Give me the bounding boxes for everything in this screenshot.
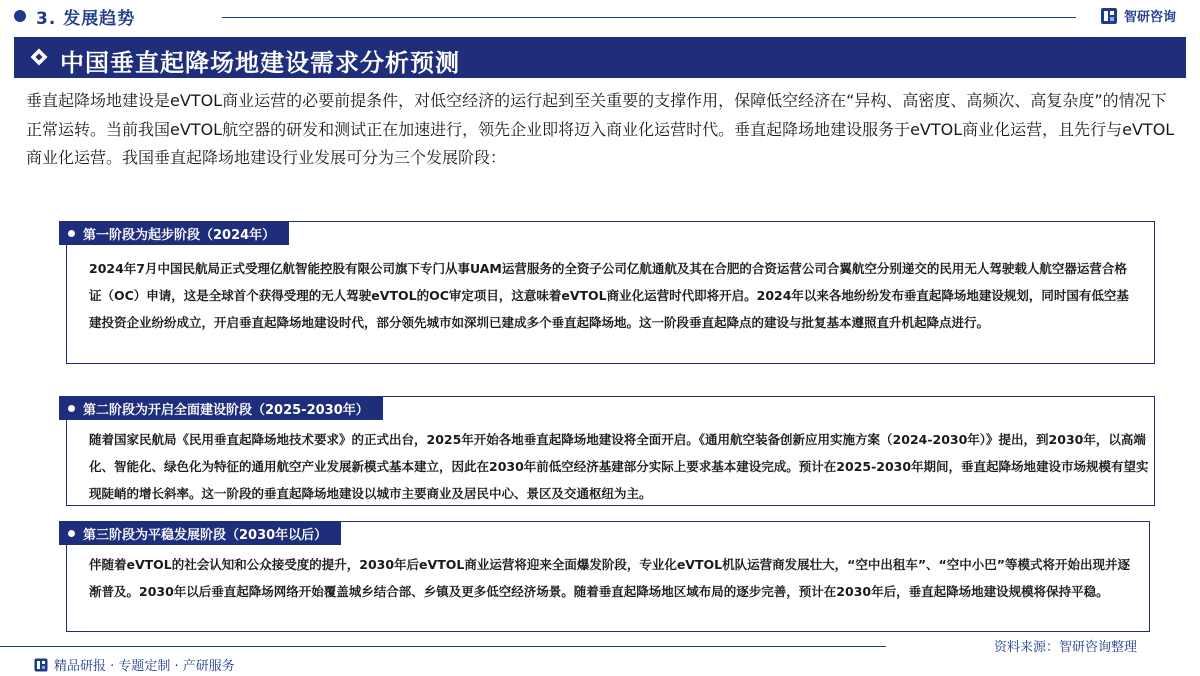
intro-paragraph: 垂直起降场地建设是eVTOL商业运营的必要前提条件，对低空经济的运行起到至关重要的支撑作用，保障低空经济在“异构、高密度、高频次、高复杂度”的情况下正常运转。当前我国eVTOL航空器的研发和测试正在加速进行，领先企业即将迈入商业化运营时代。垂直起降场地建设服务于eVTOL商业化运营，且先行与eVTOL商业化运营。我国垂直起降场地建设行业发展可分为三个发展阶段： xyxy=(26,91,1175,167)
stage-card-2 xyxy=(66,396,1155,506)
stage-description: 伴随着eVTOL的社会认知和公众接受度的提升，2030年后eVTOL商业运营将迎来全面爆发阶段，专业化eVTOL机队运营商发展壮大，“空中出租车”、“空中小巴”等模式将开始出现并逐渐普及。2030年以后垂直起降场网络开始覆盖城乡结合部、乡镇及更多低空经济场景。随着垂直起降场地区域布局的逐步完善，预计在2030年后，垂直起降场地建设规模将保持平稳。 xyxy=(89,557,1130,599)
brand-logo-icon xyxy=(1100,7,1118,25)
stage-description: 随着国家民航局《民用垂直起降场地技术要求》的正式出台，2025年开始各地垂直起降场地建设将全面开启。《通用航空装备创新应用实施方案（2024-2030年）》提出，到2030年，以高端化、智能化、绿色化为特征的通用航空产业发展新模式基本建立，因此在2030年前低空经济基建部分实际上要求基本建设完成。预计在2025-2030年期间，垂直起降场地建设市场规模有望实现陡峭的增长斜率。这一阶段的垂直起降场地建设以城市主要商业及居民中心、景区及交通枢纽为主。 xyxy=(89,432,1149,501)
stage-card-3 xyxy=(66,521,1150,632)
headline-banner xyxy=(14,37,1186,78)
bullet-dot-icon xyxy=(68,405,75,412)
stage-title: 第一阶段为起步阶段（2024年） xyxy=(83,227,276,243)
top-bar xyxy=(0,0,1200,36)
footer-tagline: 精品研报 · 专题定制 · 产研服务 xyxy=(54,659,235,674)
stage-description: 2024年7月中国民航局正式受理亿航智能控股有限公司旗下专门从事UAM运营服务的全资子公司亿航通航及其在合肥的合资运营公司合翼航空分别递交的民用无人驾驶载人航空器运营合格证（OC）申请，这是全球首个获得受理的无人驾驶eVTOL的OC审定项目，这意味着eVTOL商业化运营时代即将开启。2024年以来各地纷纷发布垂直起降场地建设规划，同时国有低空基建投资企业纷纷成立，开启垂直起降场地建设时代，部分领先城市如深圳已建成多个垂直起降场地。这一阶段垂直起降点的建设与批复基本遵照直升机起降点进行。 xyxy=(89,261,1129,330)
section-dot-icon xyxy=(14,10,26,22)
stage-title: 第三阶段为平稳发展阶段（2030年以后） xyxy=(83,527,328,543)
diamond-icon xyxy=(28,46,50,68)
stage-header xyxy=(59,396,383,420)
brand xyxy=(1100,6,1176,25)
top-divider xyxy=(222,17,1076,18)
bullet-dot-icon xyxy=(68,230,75,237)
stage-header xyxy=(59,521,341,545)
footer-logo-icon xyxy=(34,658,48,672)
section-title: 3. 发展趋势 xyxy=(36,9,136,29)
stage-title: 第二阶段为开启全面建设阶段（2025-2030年） xyxy=(83,402,369,418)
brand-name: 智研咨询 xyxy=(1124,10,1177,25)
stage-card-1 xyxy=(66,221,1155,364)
bottom-divider xyxy=(0,646,886,647)
stage-header xyxy=(59,221,289,245)
bullet-dot-icon xyxy=(68,530,75,537)
source-note: 资料来源：智研咨询整理 xyxy=(994,640,1138,655)
footer-brand xyxy=(34,655,235,674)
page-title: 中国垂直起降场地建设需求分析预测 xyxy=(60,49,460,77)
